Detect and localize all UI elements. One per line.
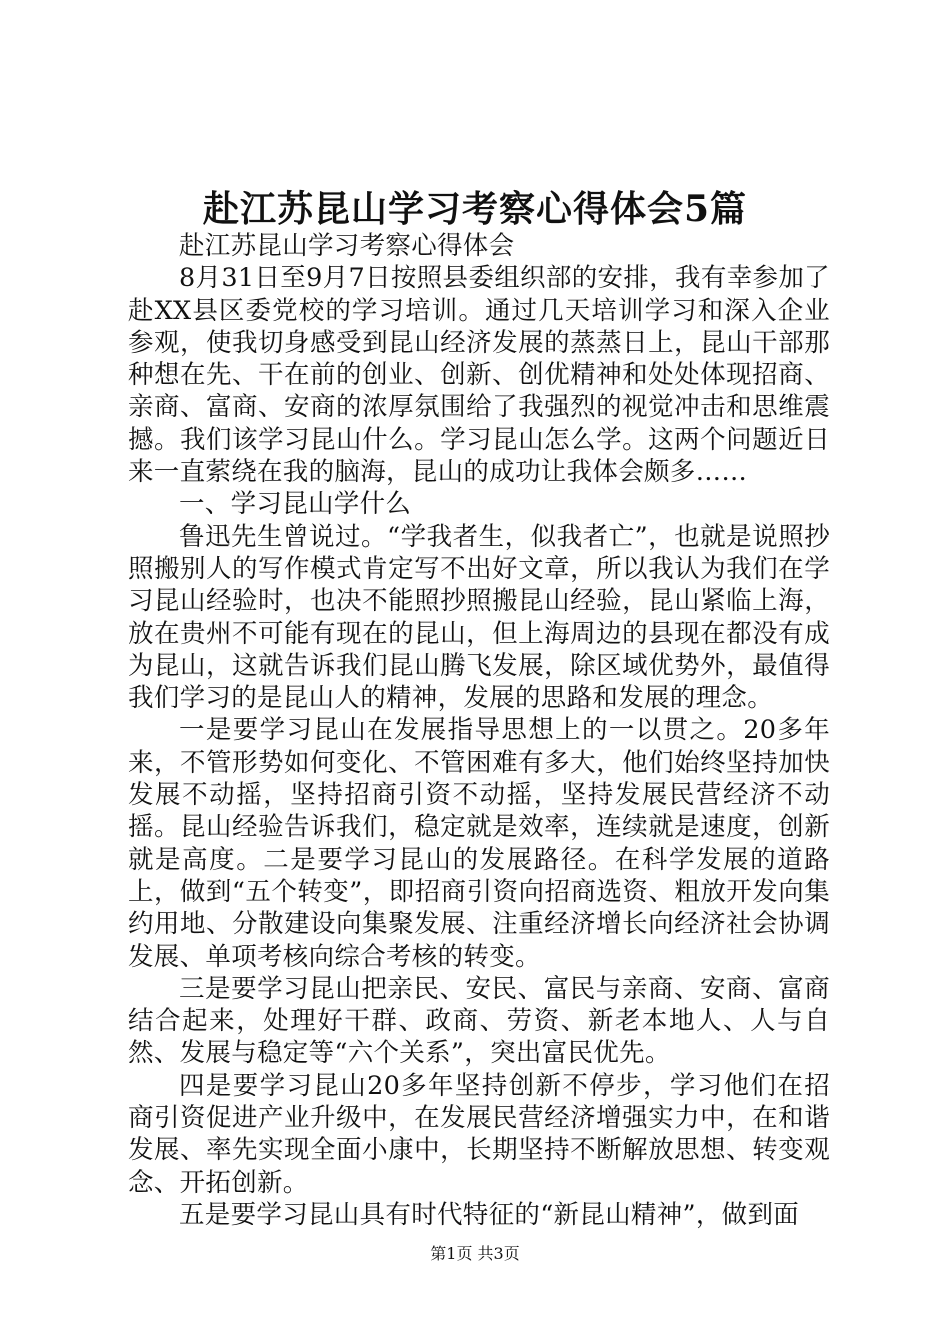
subtitle-paragraph: 赴江苏昆山学习考察心得体会 <box>179 231 515 261</box>
section-heading: 一、学习昆山学什么 <box>179 489 412 520</box>
page-number-footer: 第1页 共3页 <box>430 1244 520 1263</box>
intro-paragraph: 8月31日至9月7日按照县委组织部的安排，我有幸参加了赴XX县区委党校的学习培训。通过几天培训学习和深入企业参观，使我切身感受到昆山经济发展的蒸蒸日上，昆山干部那种想在先、干在前的创业、创新、创优精神和处处体现招商、亲商、富商、安商的浓厚氛围给了我强烈的视觉冲击和思维震撼。我们该学习昆山什么。学习昆山怎么学。这两个问题近日来一直萦绕在我的脑海，昆山的成功让我体会颇多…… <box>128 263 830 488</box>
document-title: 赴江苏昆山学习考察心得体会5篇 <box>202 188 748 230</box>
body-paragraph: 五是要学习昆山具有时代特征的“新昆山精神”，做到面 <box>179 1199 800 1230</box>
body-paragraph: 四是要学习昆山20多年坚持创新不停步，学习他们在招商引资促进产业升级中，在发展民营经济增强实力中，在和谐发展、率先实现全面小康中，长期坚持不断解放思想、转变观念、开拓创新。 <box>128 1070 830 1198</box>
body-paragraph: 一是要学习昆山在发展指导思想上的一以贯之。20多年来，不管形势如何变化、不管困难有多大，他们始终坚持加快发展不动摇，坚持招商引资不动摇，坚持发展民营经济不动摇。昆山经验告诉我们，稳定就是效率，连续就是速度，创新就是高度。二是要学习昆山的发展路径。在科学发展的道路上，做到“五个转变”，即招商引资向招商选资、粗放开发向集约用地、分散建设向集聚发展、注重经济增长向经济社会协调发展、单项考核向综合考核的转变。 <box>128 715 830 972</box>
document-body <box>128 230 830 1231</box>
body-paragraph: 鲁迅先生曾说过。“学我者生，似我者亡”，也就是说照抄照搬别人的写作模式肯定写不出好文章，所以我认为我们在学习昆山经验时，也决不能照抄照搬昆山经验，昆山紧临上海，放在贵州不可能有现在的昆山，但上海周边的县现在都没有成为昆山，这就告诉我们昆山腾飞发展，除区域优势外，最值得我们学习的是昆山人的精神，发展的思路和发展的理念。 <box>128 521 830 714</box>
body-paragraph: 三是要学习昆山把亲民、安民、富民与亲商、安商、富商结合起来，处理好干群、政商、劳资、新老本地人、人与自然、发展与稳定等“六个关系”，突出富民优先。 <box>128 973 830 1069</box>
